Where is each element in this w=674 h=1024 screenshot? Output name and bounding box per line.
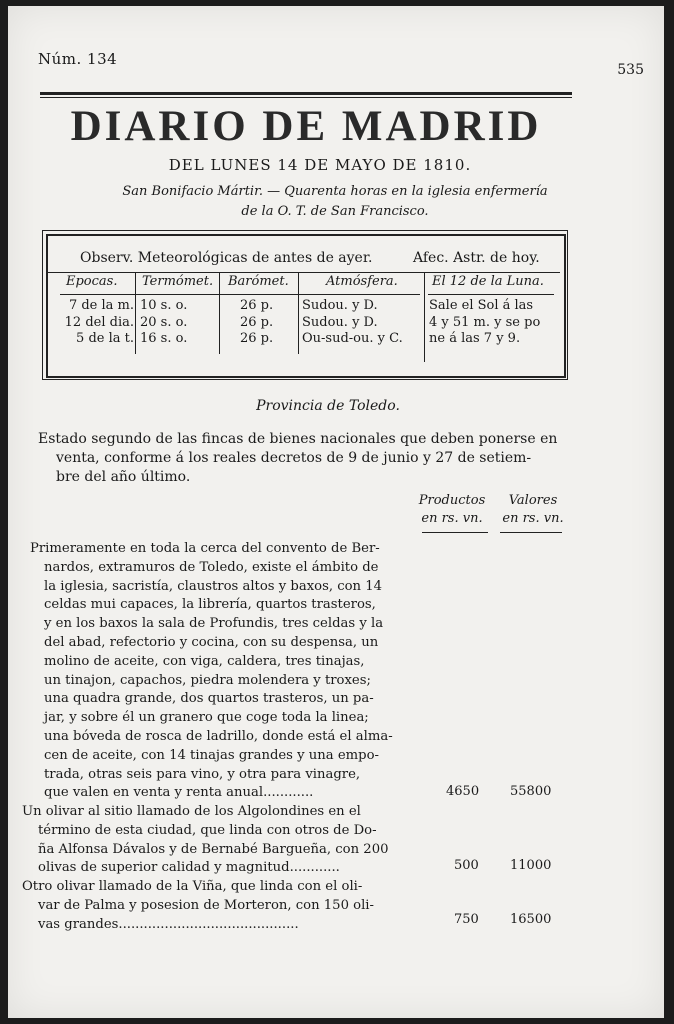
entry-line: Otro olivar llamado de la Viña, que linda con el oli- [22, 879, 363, 894]
valores-header [496, 492, 570, 528]
entry-line: término de esta ciudad, que linda con otros de Do- [38, 822, 377, 838]
productos-value: 4650 [446, 784, 480, 799]
entry-olivar-algolondines [22, 803, 434, 878]
saint-line-1: San Bonifacio Mártir. — Quarenta horas en la iglesia enfermería [122, 184, 548, 199]
barom-column [240, 298, 273, 348]
weather-vline [298, 272, 299, 354]
term-cell: 20 s. o. [140, 314, 188, 330]
weather-vline [424, 272, 425, 362]
atmos-cell: Ou-sud-ou. y C. [302, 331, 403, 346]
entry-line: una quadra grande, dos quartos trasteros, un pa- [44, 691, 374, 707]
col-epocas: Epocas. [66, 274, 118, 289]
valores-value: 16500 [510, 912, 552, 927]
productos-value: 750 [454, 912, 479, 927]
saint-line-2: de la O. T. de San Francisco. [241, 204, 429, 219]
moon-col-divider [428, 294, 554, 295]
moon-line: ne á las 7 y 9. [429, 331, 521, 346]
col-luna: El 12 de la Luna. [432, 274, 544, 289]
productos-unit: en rs. vn. [421, 511, 483, 526]
valores-value: 11000 [510, 858, 552, 873]
barom-cell: 26 p. [240, 314, 274, 330]
entry-line: un tinajon, capachos, piedra molendera y troxes; [44, 672, 371, 688]
entry-line: del abad, refectorio y cocina, con su despensa, un [44, 634, 379, 650]
barom-cell: 26 p. [240, 331, 274, 346]
intro-line: venta, conforme á los reales decretos de 9 de junio y 27 de setiem- [56, 450, 532, 466]
productos-value: 500 [454, 858, 479, 873]
weather-vline [135, 272, 136, 354]
entry-line: Un olivar al sitio llamado de los Algolondines en el [22, 804, 361, 819]
saint-notice [40, 182, 630, 222]
atmos-column [302, 298, 403, 348]
term-column [140, 298, 187, 348]
weather-title: Observ. Meteorológicas de antes de ayer. [80, 250, 373, 266]
valores-rule [500, 532, 562, 533]
entry-line: cen de aceite, con 14 tinajas grandes y una empo- [44, 747, 379, 763]
weather-divider [48, 272, 560, 273]
issue-number: Núm. 134 [38, 50, 118, 68]
epoca-cell: 12 del dia. [64, 314, 134, 330]
entry-line: celdas mui capaces, la librería, quartos trasteros, [44, 597, 376, 613]
col-termometro: Termómet. [142, 274, 214, 289]
intro-paragraph [38, 430, 568, 487]
entry-line: olivas de superior calidad y magnitud............ [38, 860, 340, 876]
moon-line: 4 y 51 m. y se po [429, 314, 541, 330]
astro-title: Afec. Astr. de hoy. [413, 250, 540, 266]
valores-unit: en rs. vn. [502, 511, 564, 526]
entry-line: ña Alfonsa Dávalos y de Bernabé Bargueña, con 200 [38, 841, 389, 857]
intro-line: bre del año último. [56, 469, 191, 485]
moon-line: Sale el Sol á las [429, 298, 534, 313]
weather-col-divider [60, 294, 420, 295]
col-barometro: Barómet. [228, 274, 289, 289]
header-rule-thin [40, 97, 572, 98]
issue-date: DEL LUNES 14 DE MAYO DE 1810. [168, 156, 472, 174]
entry-line: trada, otras seis para vino, y otra para vinagre, [44, 766, 361, 782]
atmos-cell: Sudou. y D. [302, 298, 378, 313]
col-atmosfera: Atmósfera. [326, 274, 398, 289]
epoca-cell: 7 de la m. [68, 298, 134, 313]
atmos-cell: Sudou. y D. [302, 314, 378, 330]
productos-label: Productos [418, 493, 486, 508]
entry-olivar-vina [22, 878, 434, 934]
entry-line: una bóveda de rosca de ladrillo, donde está el alma- [44, 728, 393, 744]
entry-line: molino de aceite, con viga, caldera, tres tinajas, [44, 653, 365, 669]
productos-rule [422, 532, 488, 533]
newspaper-page [8, 6, 664, 1018]
entry-line: la iglesia, sacristía, claustros altos y baxos, con 14 [44, 578, 383, 594]
page-number: 535 [617, 62, 644, 78]
weather-vline [219, 272, 220, 354]
weather-row [60, 298, 134, 348]
province-heading: Provincia de Toledo. [256, 398, 400, 414]
productos-header [410, 492, 494, 528]
barom-cell: 26 p. [240, 298, 274, 313]
entry-line: nardos, extramuros de Toledo, existe el ámbito de [44, 559, 379, 575]
epoca-cell: 5 de la t. [76, 331, 134, 346]
valores-label: Valores [508, 493, 558, 508]
masthead-title: DIARIO DE MADRID [70, 103, 542, 150]
header-rule [40, 92, 572, 95]
entry-line: que valen en venta y renta anual............ [44, 785, 314, 801]
entry-line: y en los baxos la sala de Profundis, tres celdas y la [44, 616, 384, 632]
term-cell: 16 s. o. [140, 331, 188, 346]
entry-convento [30, 540, 434, 803]
entry-line: vas grandes........................................... [38, 916, 299, 932]
entry-line: Primeramente en toda la cerca del convento de Ber- [30, 541, 380, 556]
entry-line: jar, y sobre él un granero que coge toda la linea; [44, 710, 369, 726]
entry-line: var de Palma y posesion de Morteron, con 150 oli- [38, 897, 374, 913]
valores-value: 55800 [510, 784, 552, 799]
intro-line: Estado segundo de las fincas de bienes nacionales que deben ponerse en [38, 431, 558, 447]
term-cell: 10 s. o. [140, 298, 188, 313]
moon-column [429, 298, 540, 348]
